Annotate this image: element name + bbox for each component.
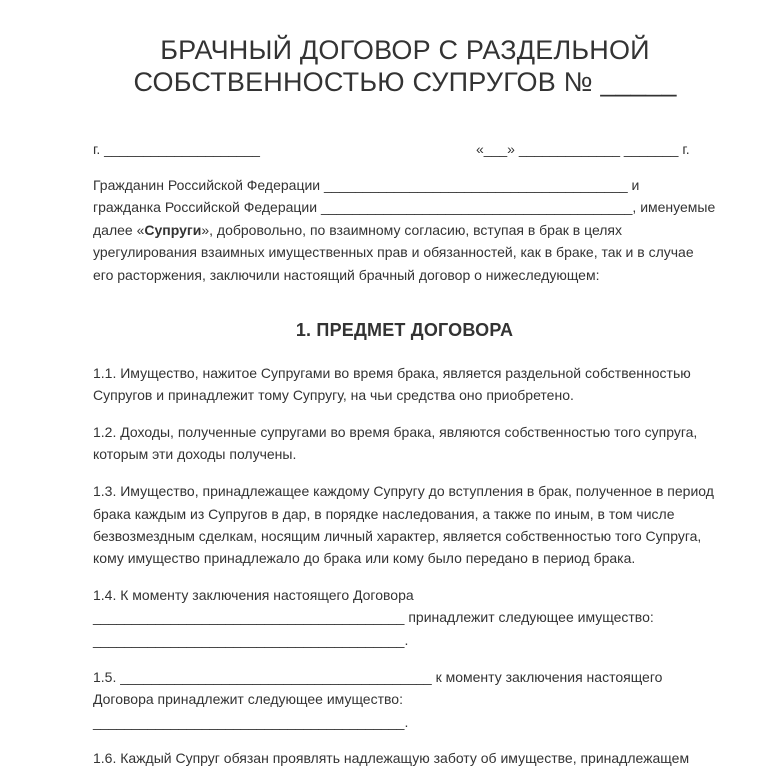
document-title-line-1: БРАЧНЫЙ ДОГОВОР С РАЗДЕЛЬНОЙ bbox=[160, 35, 650, 65]
preamble-line-1: Гражданин Российской Федерации _______________________________________ и bbox=[93, 177, 640, 193]
clause-1-3-line-4: кому имущество принадлежало до брака или кому было передано в период брака. bbox=[93, 550, 636, 566]
clause-1-3-line-2: брака каждым из Супругов в дар, в порядке наследования, а также по иным, в том числе bbox=[93, 506, 675, 522]
clause-1-1-line-1: 1.1. Имущество, нажитое Супругами во время брака, является раздельной собственностью bbox=[93, 365, 691, 381]
preamble-line-3-prefix: далее « bbox=[93, 222, 145, 238]
clause-1-6-line-1: 1.6. Каждый Супруг обязан проявлять надлежащую заботу об имуществе, принадлежащем bbox=[93, 750, 690, 766]
clause-1-4-line-3: ________________________________________. bbox=[93, 632, 409, 648]
preamble-line-3-suffix: », добровольно, по взаимному согласию, вступая в брак в целях bbox=[201, 222, 623, 238]
date-field: «___» _____________ _______ г. bbox=[476, 141, 690, 157]
spouses-term: Супруги bbox=[144, 222, 202, 238]
preamble-line-4: урегулирования взаимных имущественных прав и обязанностей, как в браке, так и в случае bbox=[93, 244, 694, 260]
clause-1-3-line-3: безвозмездным сделкам, носящим личный характер, является собственностью того Супруга, bbox=[93, 528, 702, 544]
preamble-line-2: гражданка Российской Федерации ________________________________________, именуемые bbox=[93, 199, 716, 215]
section-1-heading: 1. ПРЕДМЕТ ДОГОВОРА bbox=[295, 320, 514, 340]
clause-1-2-line-1: 1.2. Доходы, полученные супругами во время брака, являются собственностью того супруга, bbox=[93, 424, 698, 440]
document-title bbox=[60, 34, 750, 98]
clause-1-4-line-1: 1.4. К моменту заключения настоящего Договора bbox=[93, 587, 414, 603]
clause-1-5-line-3: ________________________________________. bbox=[93, 714, 409, 730]
clause-1-5-line-1: 1.5. ________________________________________ к моменту заключения настоящего bbox=[93, 669, 663, 685]
clause-1-3-line-1: 1.3. Имущество, принадлежащее каждому Супругу до вступления в брак, полученное в период bbox=[93, 483, 714, 499]
clause-1-2-line-2: которым эти доходы получены. bbox=[93, 446, 297, 462]
place-field: г. ____________________ bbox=[93, 141, 260, 157]
clause-1-5-line-2: Договора принадлежит следующее имущество: bbox=[93, 691, 403, 707]
preamble-line-3 bbox=[93, 219, 622, 241]
preamble-line-5: его расторжения, заключили настоящий брачный договор о нижеследующем: bbox=[93, 267, 600, 283]
clause-1-1-line-2: Супругов и принадлежит тому Супругу, на чьи средства оно приобретено. bbox=[93, 387, 574, 403]
clause-1-4-line-2: ________________________________________ принадлежит следующее имущество: bbox=[93, 609, 654, 625]
document-title-line-2: СОБСТВЕННОСТЬЮ СУПРУГОВ № _____ bbox=[133, 67, 677, 97]
